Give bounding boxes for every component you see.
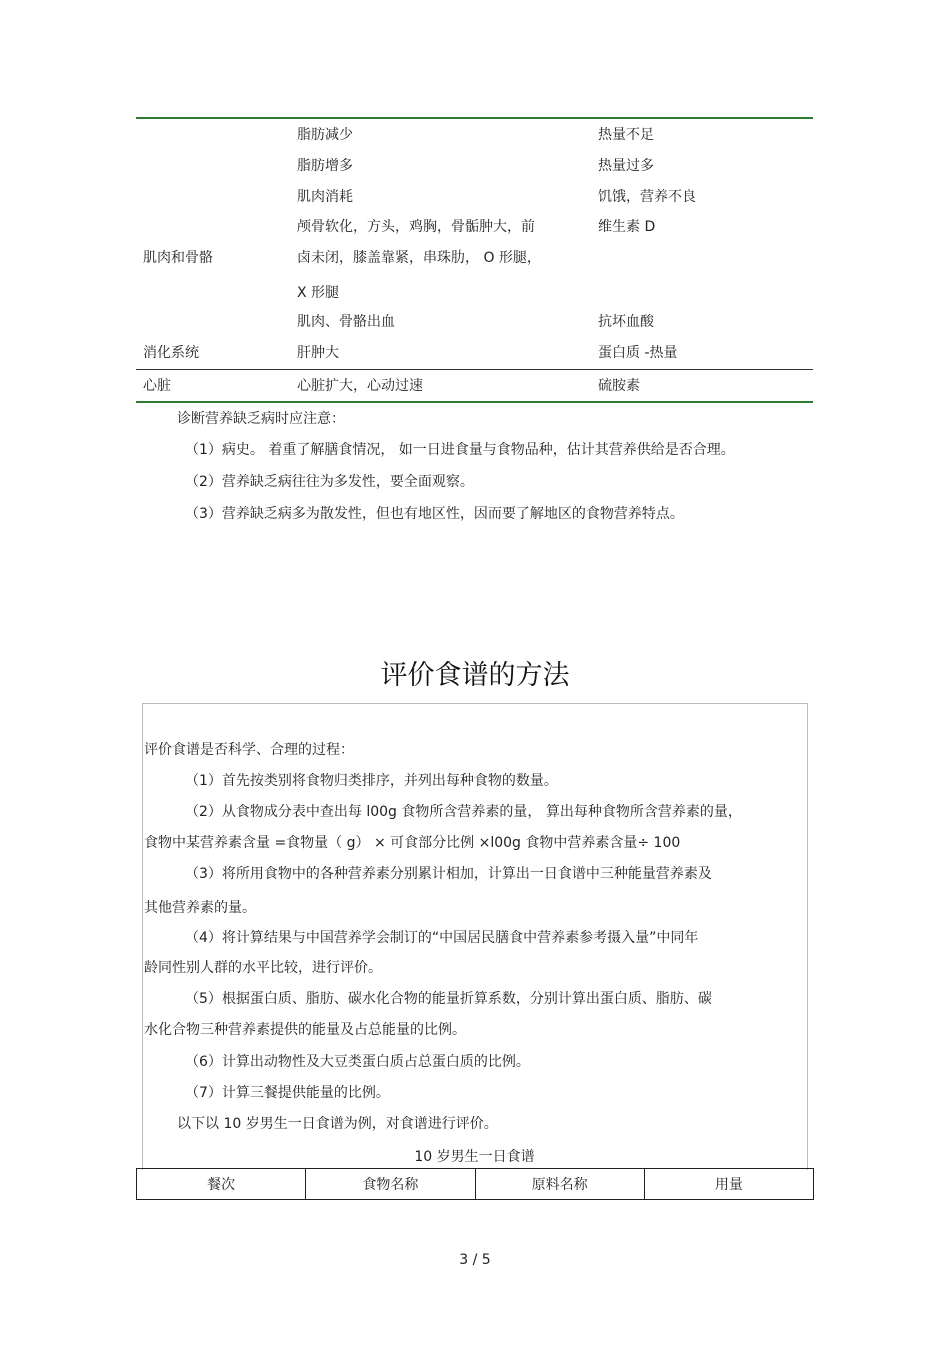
- header-meal: 餐次: [137, 1169, 306, 1200]
- cause-cell: 热量不足: [598, 127, 654, 143]
- table-row-divider: [136, 369, 813, 370]
- diagnosis-item: （2）营养缺乏病往往为多发性，要全面观察。: [185, 474, 474, 490]
- cause-cell: 蛋白质 -热量: [598, 345, 678, 361]
- sign-cell-line: 颅骨软化，方头，鸡胸，骨骺肿大，前: [297, 219, 535, 235]
- sign-cell: 肝肿大: [297, 345, 339, 361]
- sign-cell-line: 卤未闭，膝盖靠紧，串珠肋， O 形腿，: [297, 250, 541, 266]
- menu-table: [136, 1168, 814, 1200]
- cause-cell: 抗坏血酸: [598, 314, 654, 330]
- method-step: （1）首先按类别将食物归类排序，并列出每种食物的数量。: [185, 773, 558, 789]
- header-amount: 用量: [644, 1169, 813, 1200]
- header-food-name: 食物名称: [306, 1169, 475, 1200]
- menu-table-caption: 10 岁男生一日食谱: [414, 1149, 535, 1165]
- diagnosis-heading: 诊断营养缺乏病时应注意：: [177, 411, 345, 427]
- cause-cell: 饥饿，营养不良: [598, 189, 696, 205]
- sign-cell: 脂肪增多: [297, 158, 353, 174]
- method-step-cont: 其他营养素的量。: [144, 900, 256, 916]
- method-step: （3）将所用食物中的各种营养素分别累计相加，计算出一日食谱中三种能量营养素及: [185, 866, 712, 882]
- method-formula: 食物中某营养素含量 =食物量（ g） × 可食部分比例 ×l00g 食物中营养素含量÷ 100: [144, 835, 681, 851]
- method-step: （4）将计算结果与中国营养学会制订的“中国居民膳食中营养素参考摄入量”中同年: [185, 930, 699, 946]
- sign-cell: 脂肪减少: [297, 127, 353, 143]
- table-top-rule: [136, 117, 813, 119]
- sign-cell-line: X 形腿: [297, 285, 340, 301]
- table-bottom-rule: [136, 401, 813, 403]
- page-number: 3 / 5: [459, 1252, 491, 1268]
- diagnosis-item: （1）病史。 着重了解膳食情况， 如一日进食量与食物品种，估计其营养供给是否合理。: [185, 442, 735, 458]
- sign-cell: 心脏扩大，心动过速: [297, 378, 423, 394]
- organ-cell: 消化系统: [143, 345, 199, 361]
- organ-cell: 肌肉和骨骼: [143, 250, 213, 266]
- diagnosis-item: （3）营养缺乏病多为散发性，但也有地区性，因而要了解地区的食物营养特点。: [185, 506, 684, 522]
- menu-table-header-row: [137, 1169, 814, 1200]
- sign-cell: 肌肉消耗: [297, 189, 353, 205]
- method-example: 以下以 10 岁男生一日食谱为例，对食谱进行评价。: [177, 1116, 498, 1132]
- organ-cell: 心脏: [143, 378, 171, 394]
- cause-cell: 维生素 D: [598, 219, 656, 235]
- cause-cell: 热量过多: [598, 158, 654, 174]
- method-step: （2）从食物成分表中查出每 l00g 食物所含营养素的量， 算出每种食物所含营养素的量，: [185, 804, 742, 820]
- method-step: （6）计算出动物性及大豆类蛋白质占总蛋白质的比例。: [185, 1054, 530, 1070]
- method-step-cont: 水化合物三种营养素提供的能量及占总能量的比例。: [144, 1022, 466, 1038]
- method-step: （5）根据蛋白质、脂肪、碳水化合物的能量折算系数，分别计算出蛋白质、脂肪、碳: [185, 991, 712, 1007]
- section-title: 评价食谱的方法: [380, 660, 570, 691]
- method-intro: 评价食谱是否科学、合理的过程：: [144, 742, 354, 758]
- method-step: （7）计算三餐提供能量的比例。: [185, 1085, 390, 1101]
- header-ingredient-name: 原料名称: [475, 1169, 644, 1200]
- method-step-cont: 龄同性别人群的水平比较，进行评价。: [144, 960, 382, 976]
- sign-cell: 肌肉、骨骼出血: [297, 314, 395, 330]
- cause-cell: 硫胺素: [598, 378, 640, 394]
